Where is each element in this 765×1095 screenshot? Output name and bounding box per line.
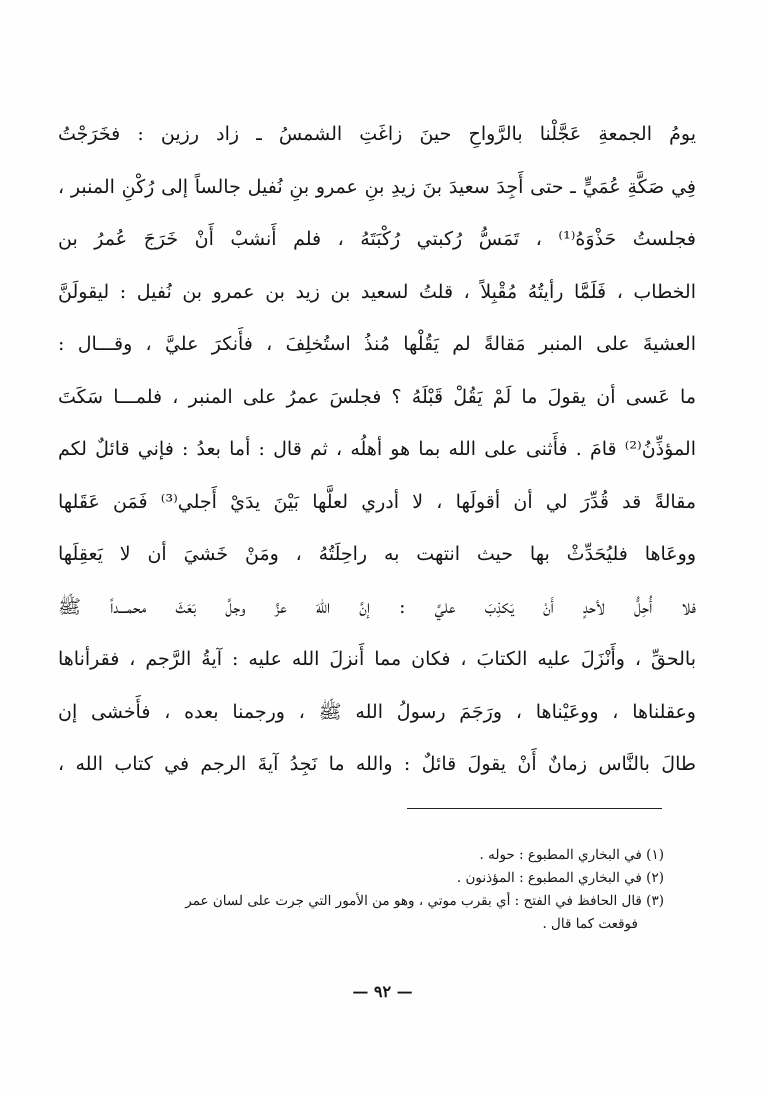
footnote-1: (١) في البخاري المطبوع : حوله . — [479, 847, 664, 863]
main-text-block — [58, 108, 696, 791]
text-line: الخطاب ، فَلَمَّا رأيتُهُ مُقْبِلاً ، قلتُ لسعيد بن زيد بن عمرو بن نُفيل : ليقولَنَّ — [58, 280, 696, 303]
text-line: طالَ بالنَّاس زمانٌ أَنْ يقولَ قائلٌ : والله ما نَجِدُ آيةَ الرجم في كتاب الله ، — [58, 753, 696, 775]
text-line: ما عَسى أن يقولَ ما لَمْ يَقُلْ قَبْلَهُ ؟ فجلسَ عمرُ على المنبر ، فلمـــا سَكَتَ — [58, 385, 696, 408]
text-line: المؤذِّنُ⁽²⁾ قامَ . فأَثنى على الله بما هو أهلُه ، ثم قال : أما بعدُ : فإني قائلٌ لكم — [58, 438, 696, 460]
text-line: ووعَاها فليُحَدِّثْ بها حيث انتهت به راحِلَتُهُ ، ومَنْ خَشيَ أن لا يَعقِلَها — [58, 543, 696, 565]
text-line: فِي صَكَّةِ عُمَيٍّ ـ حتى أَجِدَ سعيدَ بنَ زيدِ بنِ عمرو بنِ نُفيل جالساً إلى رُكْنِ المنبر ، — [58, 175, 696, 198]
footnote-3-continuation: فوقعت كما قال . — [542, 916, 638, 932]
footnote-2: (٢) في البخاري المطبوع : المؤذنون . — [456, 870, 664, 886]
footnotes-block — [60, 844, 664, 936]
text-line: العشيةَ على المنبر مَقالةً لم يَقُلْها مُنذُ استُخلِفَ ، فأَنكرَ عليَّ ، وقـــال : — [58, 333, 696, 355]
text-line: يومُ الجمعةِ عَجَّلْنا بالرَّواحِ حينَ زاغَتِ الشمسُ ـ زاد رزين : فخَرَجْتُ — [58, 123, 696, 145]
text-line: مقالةً قد قُدِّرَ لي أن أقولَها ، لا أدري لعلَّها بَيْنَ يدَيْ أَجلي⁽³⁾ فَمَن عَقَلها — [58, 490, 696, 513]
footnote-separator — [407, 808, 662, 809]
text-line: وعقلناها ، ووعَيْناها ، ورَجَمَ رسولُ الله ﷺ ، ورجمنا بعده ، فأَخشى إن — [58, 700, 696, 723]
page-number: — ٩٢ — — [352, 982, 413, 1001]
footnote-3: (٣) قال الحافظ في الفتح : أي بقرب موتي ، وهو من الأمور التي جرت على لسان عمر — [185, 893, 664, 909]
text-line: بالحقِّ ، وأَنْزَلَ عليه الكتابَ ، فكان مما أَنزلَ الله عليه : آيةُ الرَّجم ، فقرأناها — [58, 648, 696, 670]
text-line: فجلستُ حَذْوَهُ⁽¹⁾ ، تَمَسُّ رُكبتي رُكْبَتَهُ ، فلم أَنشبْ أَنْ خَرَجَ عُمرُ بن — [58, 228, 696, 250]
text-line: فلا أُحِلُّ لأحدٍ أَنْ يَكذِبَ عليَّ : إنَّ اللهَ عزَّ وجلَّ بَعَثَ محمـــداً ﷺ — [58, 595, 696, 618]
